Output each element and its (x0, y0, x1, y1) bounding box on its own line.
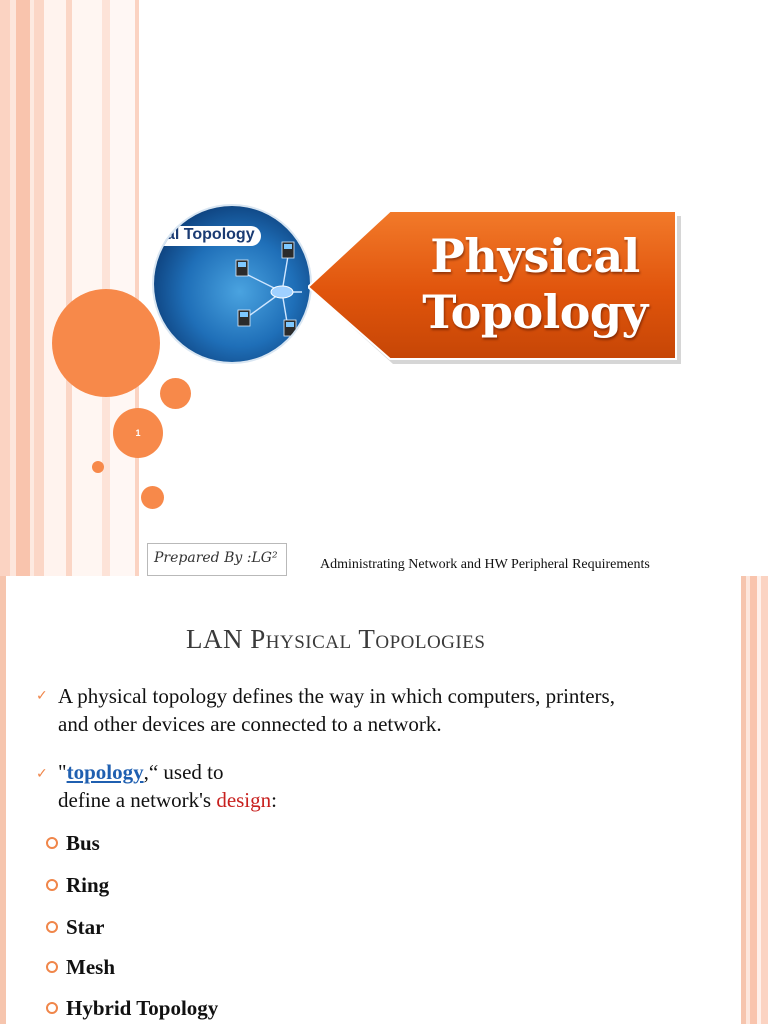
list-item-ring (46, 871, 109, 899)
bullet-topology (58, 758, 277, 814)
circle-bullet-icon (46, 1002, 58, 1014)
decorative-stripes (0, 0, 147, 576)
decorative-dot (92, 461, 104, 473)
list-item-label: Star (66, 914, 105, 939)
list-item-hybrid (46, 994, 218, 1022)
content-slide (0, 576, 768, 1024)
slide-body (6, 576, 741, 1024)
list-item-label: Ring (66, 872, 110, 897)
decorative-circle-small (160, 378, 191, 409)
list-item-label: Bus (66, 830, 100, 855)
slide-title-line1: Physical (430, 229, 640, 283)
topology-rest: ,“ used to (143, 760, 224, 784)
network-globe-image (154, 206, 310, 362)
list-item-mesh (46, 953, 115, 981)
circle-bullet-icon (46, 879, 58, 891)
list-item-star (46, 913, 105, 941)
quote-mark: " (58, 760, 67, 784)
prepared-by-label: Prepared By :LG² (147, 543, 287, 576)
slide-title (410, 228, 660, 340)
list-item-label: Hybrid Topology (66, 995, 219, 1020)
check-icon: ✓ (36, 766, 48, 782)
bullet-definition-line2: and other devices are connected to a network. (58, 712, 442, 736)
slide-title-line2: Topology (422, 285, 648, 339)
circle-bullet-icon (46, 921, 58, 933)
check-icon: ✓ (36, 688, 48, 704)
slide-heading: LAN Physical Topologies (186, 624, 486, 654)
design-suffix: : (271, 788, 277, 812)
design-prefix: define a network's (58, 788, 217, 812)
globe-caption: al Topology (158, 226, 261, 246)
decorative-circle-large (52, 289, 160, 397)
design-word: design (216, 788, 272, 812)
bullet-definition (58, 682, 615, 738)
circle-bullet-icon (46, 837, 58, 849)
list-item-bus (46, 829, 100, 857)
slide-number: 1 (113, 408, 163, 458)
bullet-definition-line1: A physical topology defines the way in which computers, printers, (58, 684, 615, 708)
list-item-label: Mesh (66, 954, 115, 979)
topology-link[interactable]: topology (66, 760, 144, 784)
circle-bullet-icon (46, 961, 58, 973)
decorative-circle-tiny (141, 486, 164, 509)
course-title: Administrating Network and HW Peripheral Requirements (320, 557, 650, 572)
decorative-right-stripes (741, 576, 768, 1024)
